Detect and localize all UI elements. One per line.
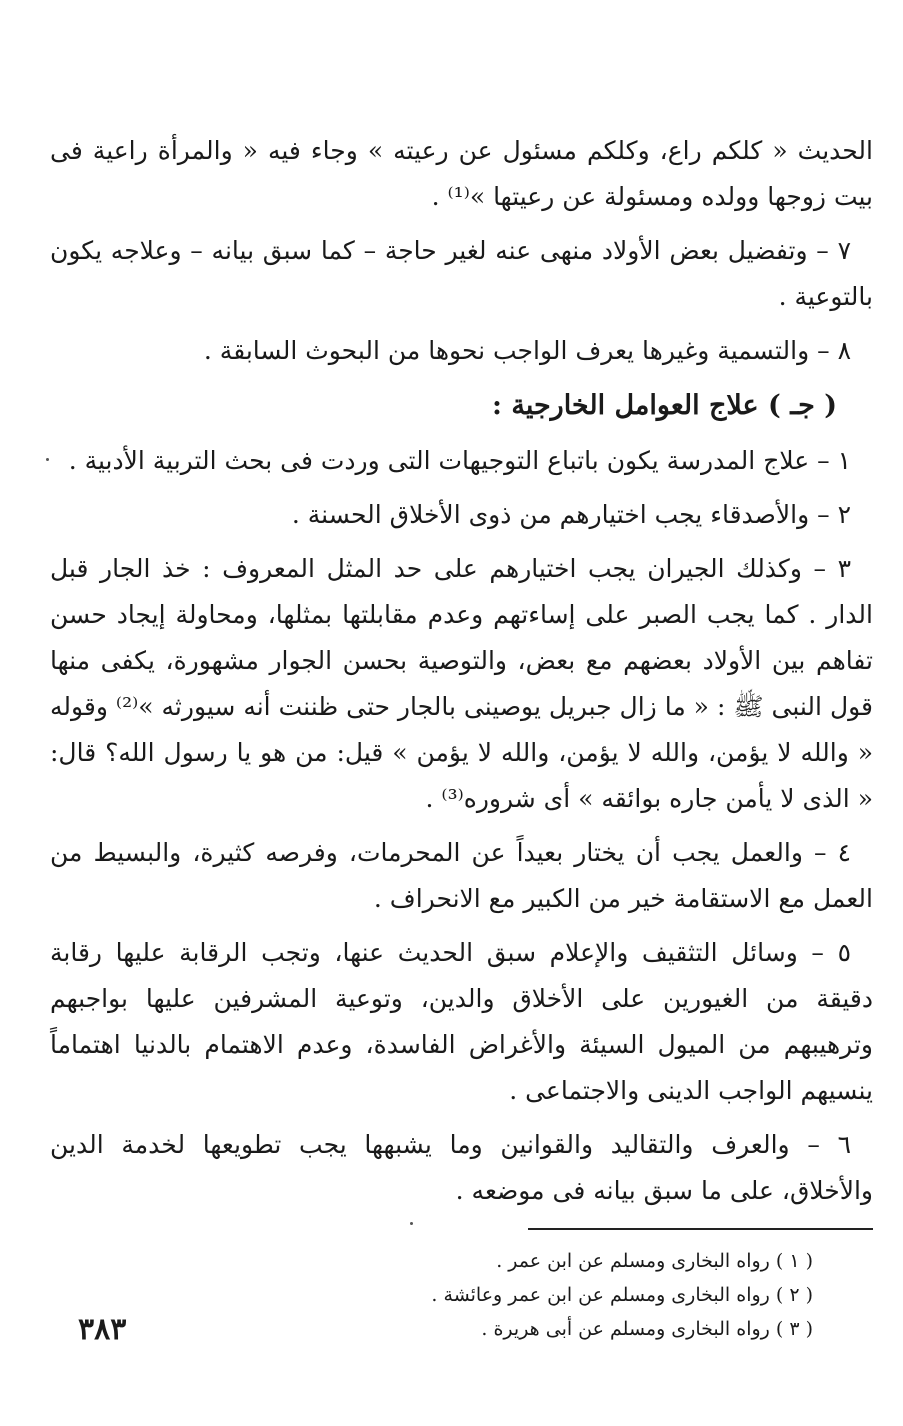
- footnotes: [50, 1244, 873, 1346]
- list-item-school: ١ – علاج المدرسة يكون باتباع التوجيهات التى وردت فى بحث التربية الأدبية .: [68, 446, 851, 475]
- scan-speck: [46, 458, 49, 461]
- footnote-3: ( ٣ ) رواه البخارى ومسلم عن أبى هريرة .: [481, 1318, 813, 1340]
- list-item-media: ٥ – وسائل التثقيف والإعلام سبق الحديث عنها، وتجب الرقابة عليها رقابة دقيقة من الغيورين على الأخلاق والدين، وتوعية المشرفين عليها بواجبهم وترهيبهم من الميول السيئة والأغراض الفاسدة، وعدم الاهتمام بالدنيا اهتماماً ينسيهم الواجب الدينى والاجتماعى .: [50, 938, 873, 1105]
- paragraph-item-7: ٧ – وتفضيل بعض الأولاد منهى عنه لغير حاجة – كما سبق بيانه – وعلاجه يكون بالتوعية .: [50, 236, 873, 311]
- footnote-1: ( ١ ) رواه البخارى ومسلم عن ابن عمر .: [496, 1250, 813, 1272]
- scan-speck: [410, 1222, 413, 1225]
- paragraph-item-8: ٨ – والتسمية وغيرها يعرف الواجب نحوها من البحوث السابقة .: [203, 336, 851, 365]
- page-number: ٣٨٣: [78, 1312, 127, 1347]
- list-item-work: ٤ – والعمل يجب أن يختار بعيداً عن المحرمات، وفرصه كثيرة، والبسيط من العمل مع الاستقامة خير من الكبير مع الانحراف .: [50, 838, 873, 913]
- footnote-2: ( ٢ ) رواه البخارى ومسلم عن ابن عمر وعائشة .: [431, 1284, 813, 1306]
- list-item-customs: ٦ – والعرف والتقاليد والقوانين وما يشبهها يجب تطويعها لخدمة الدين والأخلاق، على ما سبق بيانه فى موضعه .: [50, 1130, 873, 1205]
- footnote-divider: [528, 1228, 873, 1230]
- list-item-neighbors: ٣ – وكذلك الجيران يجب اختيارهم على حد المثل المعروف : خذ الجار قبل الدار . كما يجب الصبر على إساءتهم وعدم مقابلتها بمثلها، ومحاولة إيجاد حسن تفاهم بين الأولاد بعضهم مع بعض، والتوصية بحسن الجوار مشهورة، يكفى منها قول النبى ﷺ : « ما زال جبريل يوصينى بالجار حتى ظننت أنه سيورثه »⁽²⁾ وقوله « والله لا يؤمن، والله لا يؤمن، والله لا يؤمن » قيل: من هو يا رسول الله؟ قال: « الذى لا يأمن جاره بوائقه » أى شروره⁽³⁾ .: [50, 554, 873, 813]
- list-item-friends: ٢ – والأصدقاء يجب اختيارهم من ذوى الأخلاق الحسنة .: [291, 500, 851, 529]
- paragraph-hadith-responsibility: الحديث « كلكم راع، وكلكم مسئول عن رعيته » وجاء فيه « والمرأة راعية فى بيت زوجها وولده ومسئولة عن رعيتها »⁽¹⁾ .: [50, 136, 873, 211]
- section-heading-external-factors: ( جـ ) علاج العوامل الخارجية :: [491, 390, 837, 421]
